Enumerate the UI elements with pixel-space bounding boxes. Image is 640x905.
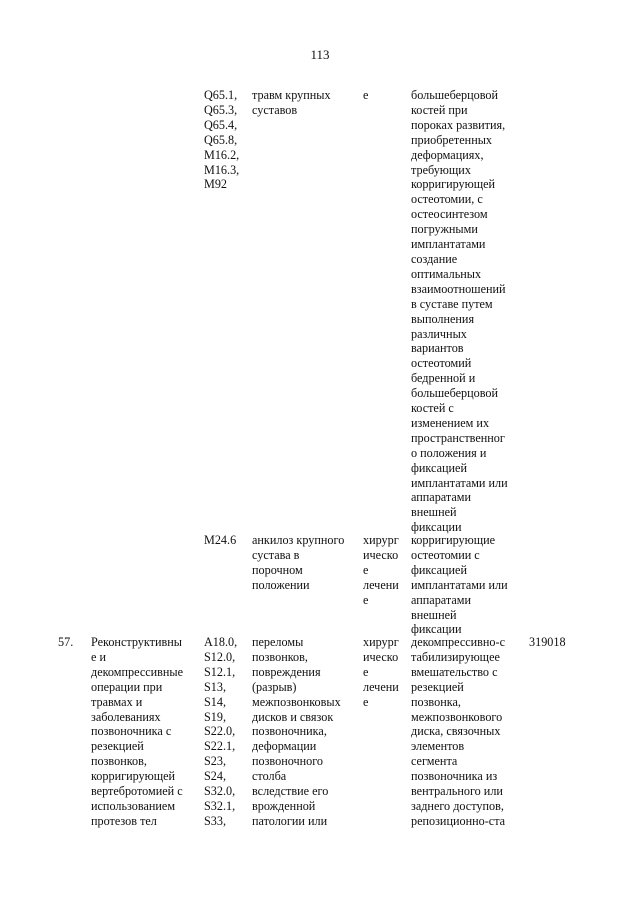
row-3-method: декомпрессивно-с табилизирующее вмешательство с резекцией позвонка, межпозвонкового диска, связочных элементов сегмента позвоночника из вентрального или заднего доступов, репозиционно-ста (411, 635, 506, 828)
row-3-cost: 319018 (529, 635, 566, 649)
page-number: 113 (310, 47, 330, 62)
row-2-method: корригирующие остеотомии с фиксацией имплантатами или аппаратами внешней фиксации (411, 533, 508, 637)
row-3-treatment: хирург ическо е лечени е (363, 635, 399, 709)
row-3-name: Реконструктивны е и декомпрессивные операции при травмах и заболеваниях позвоночника с резекцией позвонков, корригирующей вертебротомией с использованием протезов тел (91, 635, 184, 828)
row-1-treatment: е (363, 88, 369, 102)
row-2-codes: M24.6 (204, 533, 237, 547)
row-3-codes: A18.0, S12.0, S12.1, S13, S14, S19, S22.0, S22.1, S23, S24, S32.0, S32.1, S33, (204, 635, 238, 828)
row-2-diagnosis: анкилоз крупного сустава в порочном положении (252, 533, 345, 592)
row-1-diagnosis: травм крупных суставов (252, 88, 331, 117)
row-2-treatment: хирург ическо е лечени е (363, 533, 399, 607)
row-3-diagnosis: переломы позвонков, повреждения (разрыв) межпозвонковых дисков и связок позвоночника, деформации позвоночного столба вследствие его врожденной патологии или (252, 635, 341, 828)
row-1-codes: Q65.1, Q65.3, Q65.4, Q65.8, M16.2, M16.3, M92 (204, 88, 240, 192)
row-1-method: большеберцовой костей при пороках развития, приобретенных деформациях, требующих корригирующей остеотомии, с остеосинтезом погружными имплантатами создание оптимальных взаимоотношений в суставе путем выполнения различных вариантов остеотомий бедренной и большеберцовой костей с изменением их пространственног о положения и фиксацией имплантатами или аппаратами внешней фиксации (411, 88, 508, 535)
row-3-number: 57. (58, 635, 74, 649)
